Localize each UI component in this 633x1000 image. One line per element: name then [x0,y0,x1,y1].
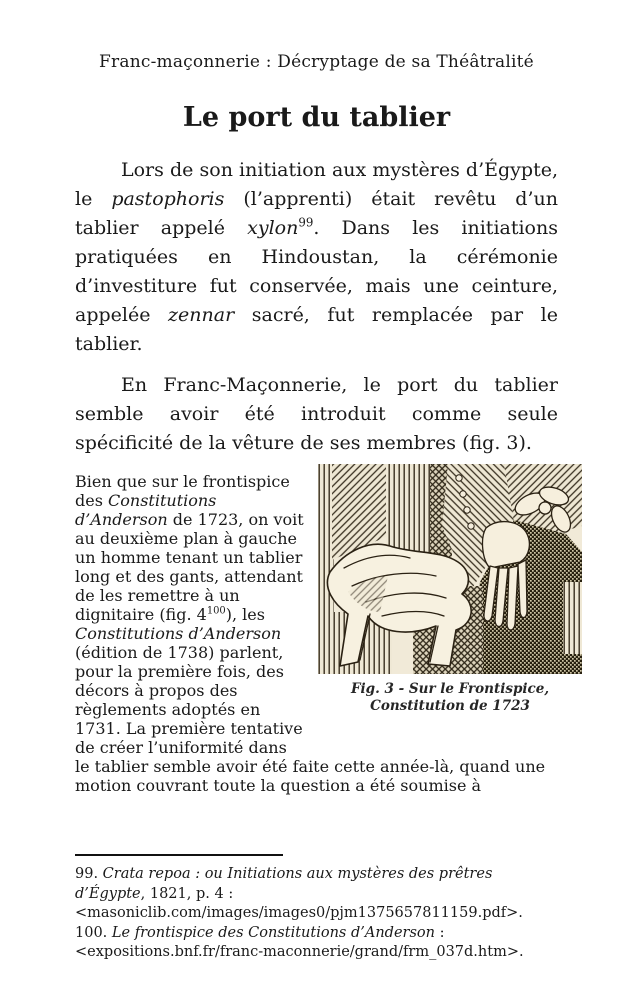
engraving-image [318,464,582,674]
paragraph-franc-maconnerie: En Franc-Maçonnerie, le port du tablier semble avoir été introduit comme seule spécificité de la vêture de ses membres (fig. 3). [75,374,558,454]
figure-caption-line1: Fig. 3 - Sur le Frontispice, [350,681,550,697]
footnote-separator [75,854,283,856]
footnote-100: 100. Le frontispice des Constitutions d’Anderson : <expositions.bnf.fr/franc-maconnerie/grand/frm_037d.htm>. [75,924,524,960]
figure-caption-line2: Constitution de 1723 [370,698,530,714]
footnotes-section [75,854,558,963]
figure-3 [318,464,582,715]
paragraph-constitutions-text: Bien que sur le frontispice des Constitutions d’Anderson de 1723, on voit au deuxième plan à gauche un homme tenant un tablier long et des gants, attendant de les remettre à un dignitaire (fig. $4^{100}$), les Constitutions d’Anderson (édition de 1738) parlent, pour la première fois, des décors à propos des règlements adoptés en 1731. La première tentative de créer l’uniformité dans le tablier semble avoir été faite cette année-là, quand une motion couvrant toute la question a été soumise à [75,472,546,795]
running-header: Franc-maçonnerie : Décryptage de sa Théâtralité [99,52,534,72]
page-title: Le port du tablier [182,102,451,133]
paragraph-initiation: Lors de son initiation aux mystères d’Égypte, le pastophoris (l’apprenti) était revêtu d’un tablier appelé xylon$^{99}$. Dans les initiations pratiquées en Hindoustan, la cérémonie d’investiture fut conservée, mais une ceinture, appelée zennar sacré, fut remplacée par le tablier. [75,159,558,355]
figure-caption [318,681,582,715]
footnote-99: 99. Crata repoa : ou Initiations aux mystères des prêtres d’Égypte, 1821, p. 4 : <masoniclib.com/images/images0/pjm1375657811159.pdf>. [75,866,523,921]
